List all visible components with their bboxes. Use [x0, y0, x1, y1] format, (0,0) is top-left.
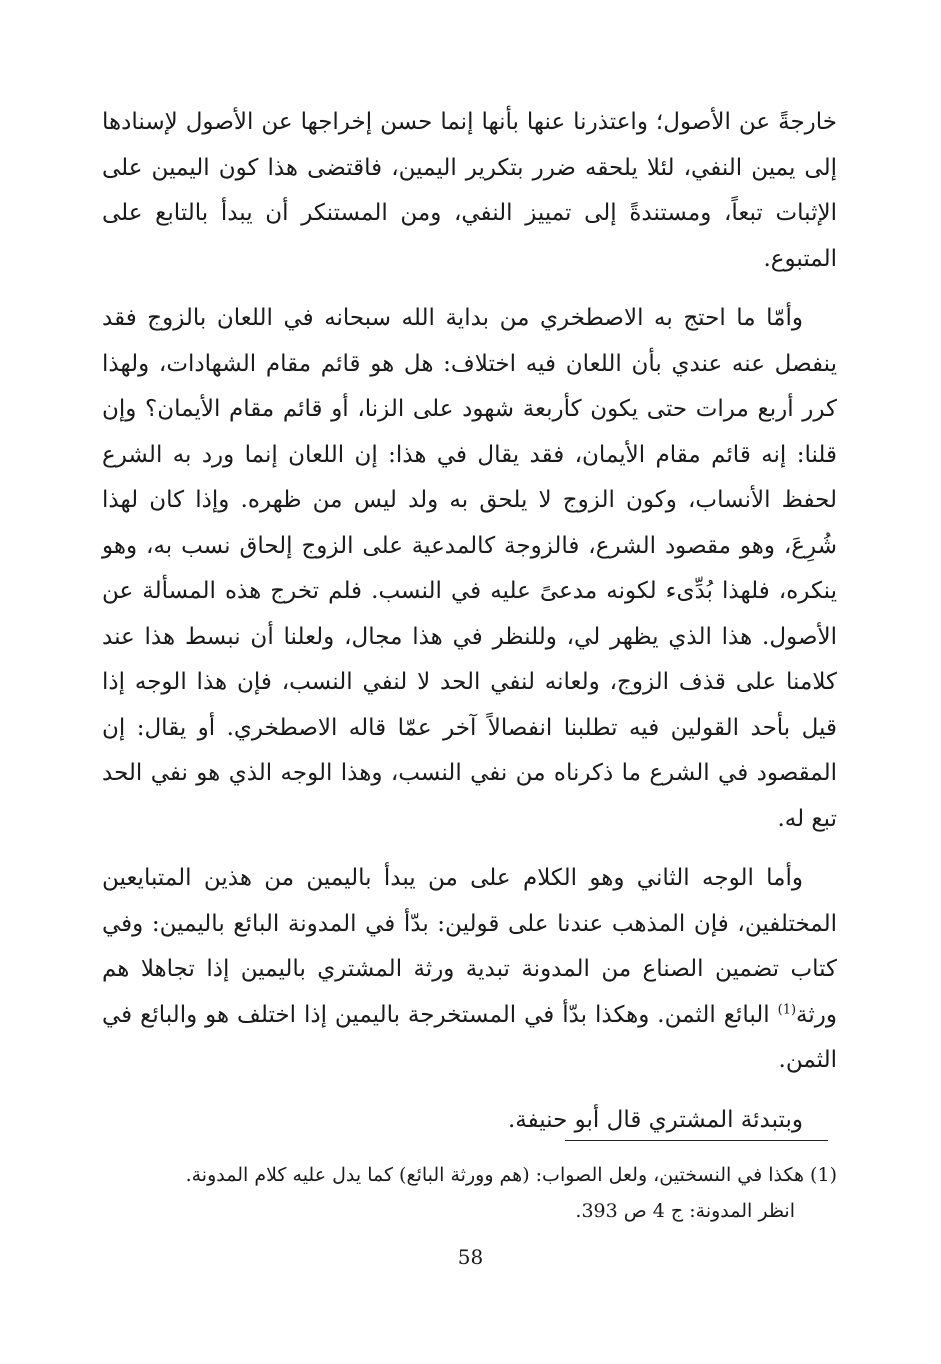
footnote-1-line-1: (1) هكذا في النسختين، ولعل الصواب: (هم وورثة البائع) كما يدل عليه كلام المدونة. [185, 1164, 837, 1186]
footnotes [102, 1157, 837, 1229]
footnote-reference-1: (1) [777, 1001, 797, 1017]
paragraph-3-text-after-note: البائع الثمن. وهكذا بدّأ في المستخرجة باليمين إذا اختلف هو والبائع في الثمن. [102, 1001, 837, 1073]
page-number: 58 [457, 1245, 484, 1269]
paragraph-2: وأمّا ما احتج به الاصطخري من بداية الله سبحانه في اللعان بالزوج فقد ينفصل عنه عندي بأن اللعان فيه اختلاف: هل هو قائم مقام الشهادات، ولهذا كرر أربع مرات حتى يكون كأربعة شهود على الزنا، أو قائم مقام الأيمان؟ وإن قلنا: إنه قائم مقام الأيمان، فقد يقال في هذا: إن اللعان إنما ورد به الشرع لحفظ الأنساب، وكون الزوج لا يلحق به ولد ليس من ظهره. وإذا كان لهذا شُرِعَ، وهو مقصود الشرع، فالزوجة كالمدعية على الزوج إلحاق نسب به، وهو ينكره، فلهذا بُدِّىء لكونه مدعىً عليه في النسب. فلم تخرج هذه المسألة عن الأصول. هذا الذي يظهر لي، وللنظر في هذا مجال، ولعلنا أن نبسط هذا عند كلامنا على قذف الزوج، ولعانه لنفي الحد لا لنفي النسب، فإن هذا الوجه إذا قيل بأحد القولين فيه تطلبنا انفصالاً آخر عمّا قاله الاصطخري. أو يقال: إن المقصود في الشرع ما ذكرناه من نفي النسب، وهذا الوجه الذي هو نفي الحد تبع له. [102, 305, 837, 832]
paragraph-1: خارجةً عن الأصول؛ واعتذرنا عنها بأنها إنما حسن إخراجها عن الأصول لإسنادها إلى يمين النفي، لئلا يلحقه ضرر بتكرير اليمين، فاقتضى هذا كون اليمين على الإثبات تبعاً، ومستندةً إلى تمييز النفي، ومن المستنكر أن يبدأ بالتابع على المتبوع. [102, 109, 837, 272]
footnote-1-line-2: انظر المدونة: ج 4 ص 393. [575, 1200, 795, 1222]
main-text [102, 100, 837, 1143]
footnote-separator [565, 1140, 828, 1141]
paragraph-3-text-before-note: وأما الوجه الثاني وهو الكلام على من يبدأ باليمين من هذين المتبايعين المختلفين، فإن المذهب عندنا على قولين: بدّأ في المدونة البائع باليمين: وفي كتاب تضمين الصناع من المدونة تبدية ورثة المشتري باليمين إذا تجاهلا هم ورثة [102, 865, 837, 1028]
paragraph-4: وبتبدئة المشتري قال أبو حنيفة. [507, 1106, 803, 1133]
paragraph-3 [102, 856, 837, 1084]
